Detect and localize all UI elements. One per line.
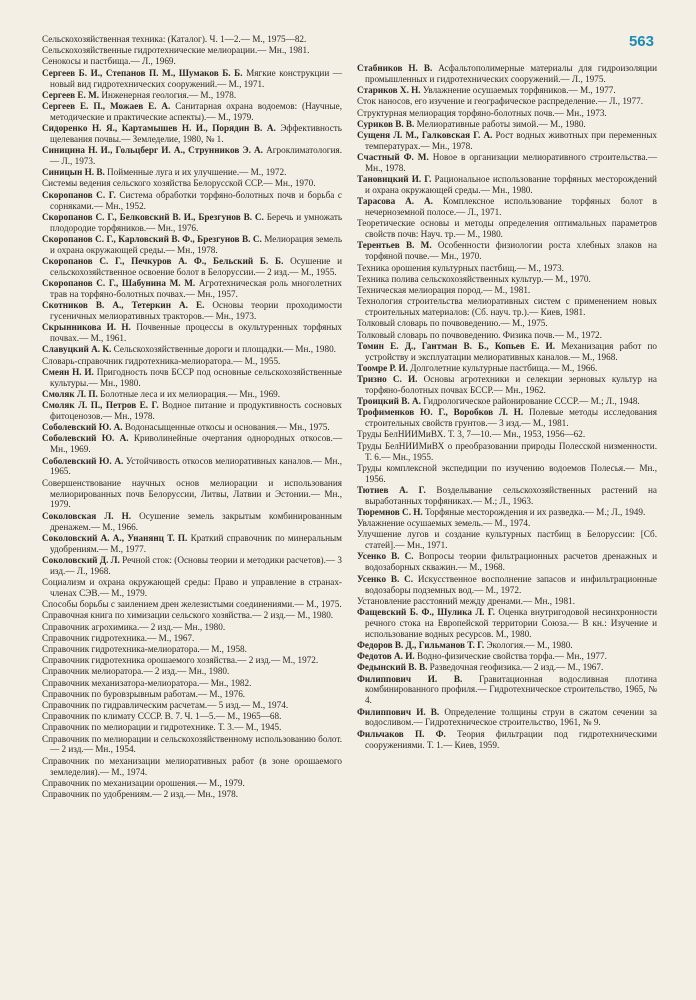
entry-author: Суриков В. В. xyxy=(357,118,415,129)
bibliography-entry xyxy=(42,234,342,256)
bibliography-entry xyxy=(42,456,342,478)
entry-text: Структурная мелиорация торфяно-болотных почв.— Мн., 1973. xyxy=(357,107,607,118)
bibliography-entry xyxy=(357,518,657,529)
bibliography-entry xyxy=(42,778,342,789)
entry-author: Синицын Н. В. xyxy=(42,167,105,178)
entry-text: Торфяные месторождения и их разведка.— М.; Л., 1949. xyxy=(425,506,646,517)
entry-text: Справочник по механизации мелиоративных работ (в зоне орошаемого земледелия).— М., 1974. xyxy=(42,755,342,777)
right-column xyxy=(357,63,657,751)
left-column xyxy=(42,34,342,800)
entry-author: Тютиев А. Г. xyxy=(357,484,426,495)
bibliography-entry xyxy=(42,533,342,555)
entry-text: Устойчивость откосов мелиоративных каналов.— Мн., 1965. xyxy=(50,455,342,477)
entry-text: Труды БелНИИМиВХ о преобразовании природы Полесской низменности. Т. 6.— Мн., 1955. xyxy=(357,440,657,462)
entry-author: Троицкий В. А. xyxy=(357,396,421,407)
bibliography-entry xyxy=(42,700,342,711)
entry-author: Фащевский Б. Ф., Шулика Л. Г. xyxy=(357,606,495,617)
bibliography-entry xyxy=(357,108,657,119)
bibliography-entry xyxy=(42,478,342,511)
bibliography-entry xyxy=(42,123,342,145)
entry-text: Способы борьбы с заилением дрен железистыми соединениями.— М., 1975. xyxy=(42,599,342,610)
entry-text: Долголетние культурные пастбища.— М., 1966. xyxy=(410,362,598,373)
entry-author: Скоропанов С. Г. xyxy=(42,189,116,200)
bibliography-entry xyxy=(42,344,342,355)
entry-author: Федотов А. И. xyxy=(357,651,415,662)
entry-text: Гидрологическое районирование СССР.— М.; Л., 1948. xyxy=(423,396,640,407)
bibliography-entry xyxy=(42,689,342,700)
bibliography-entry xyxy=(42,511,342,533)
entry-author: Счастный Ф. М. xyxy=(357,152,429,163)
entry-text: Асфальтополимерные материалы для гидроизоляции промышленных и гидротехнических сооружений.— Л., 1975. xyxy=(365,63,658,84)
entry-text: Технология строительства мелиоративных систем с применением новых строительных материалов: (Сб. науч. тр.).— Киев, 1981. xyxy=(357,296,657,318)
entry-text: Увлажнение осушаемых торфяников.— М., 1977. xyxy=(422,85,616,96)
bibliography-entry xyxy=(42,655,342,666)
entry-text: Система обработки торфяно-болотных почв и борьба с сорняками.— Мн., 1952. xyxy=(50,189,343,211)
entry-text: Речной сток: (Основы теории и методики расчетов).— 3 изд.— Л., 1968. xyxy=(50,554,343,576)
entry-text: Труды комплексной экспедиции по изучению водоемов Полесья.— Мн., 1956. xyxy=(357,462,657,484)
bibliography-entry xyxy=(42,422,342,433)
bibliography-entry xyxy=(42,577,342,599)
bibliography-entry xyxy=(357,318,657,329)
bibliography-entry xyxy=(357,274,657,285)
entry-text: Сенокосы и пастбища.— Л., 1969. xyxy=(42,56,176,67)
entry-text: Водонасыщенные откосы и основания.— Мн., 1975. xyxy=(124,422,330,433)
bibliography-entry xyxy=(42,622,342,633)
entry-text: Комплексное использование торфяных болот в нечерноземной полосе.— Л., 1971. xyxy=(365,196,657,218)
entry-text: Техническая мелиорация пород.— М., 1981. xyxy=(357,284,531,295)
entry-text: Справочник гидротехника орошаемого хозяйства.— 2 изд.— М., 1972. xyxy=(42,655,319,666)
bibliography-entry xyxy=(357,85,657,96)
entry-author: Усенко В. С. xyxy=(357,573,414,584)
entry-text: Техника орошения культурных пастбищ.— М., 1973. xyxy=(357,262,564,273)
entry-text: Справочник гидротехника-мелиоратора.— М., 1958. xyxy=(42,643,247,654)
bibliography-entry xyxy=(42,145,342,167)
entry-text: Улучшение лугов и создание культурных пастбищ в Белоруссии: [Сб. статей].— Мн., 1971. xyxy=(357,529,657,551)
bibliography-entry xyxy=(357,396,657,407)
entry-author: Соколовский Д. Л. xyxy=(42,554,120,565)
entry-author: Тоомре Р. И. xyxy=(357,362,408,373)
entry-text: Искусственное восполнение запасов и инфильтрационные водозаборы подземных вод.— М., 1972. xyxy=(365,573,658,595)
entry-author: Смоляк Л. П., Петров Е. Г. xyxy=(42,400,159,411)
entry-text: Оценка внутригодовой несинхронности речного стока на Европейской территории Союза.— В кн.: Изучение и использование водных ресурсов. М., 1980. xyxy=(365,606,658,639)
bibliography-entry xyxy=(357,196,657,218)
bibliography-entry xyxy=(357,607,657,640)
entry-author: Соболевский Ю. А. xyxy=(42,455,124,466)
entry-text: Криволинейные очертания однородных откосов.— Мн., 1969. xyxy=(50,433,343,455)
bibliography-entry xyxy=(42,756,342,778)
bibliography-entry xyxy=(357,529,657,551)
entry-author: Скрынникова И. Н. xyxy=(42,322,131,333)
bibliography-entry xyxy=(42,300,342,322)
entry-text: Полевые методы исследования строительных свойств грунтов.— 3 изд.— М., 1981. xyxy=(365,407,658,429)
entry-text: Справочник гидротехника.— М., 1967. xyxy=(42,632,195,643)
entry-author: Трофименков Ю. Г., Воробков Л. Н. xyxy=(357,407,524,418)
bibliography-entry xyxy=(42,68,342,90)
entry-author: Соколовская Л. Н. xyxy=(42,510,132,521)
entry-text: Сельскохозяйственная техника: (Каталог). Ч. 1—2.— М., 1975—82. xyxy=(42,34,307,44)
entry-text: Эффективность щелевания почвы.— Земледелие, 1980, № 1. xyxy=(50,123,342,144)
bibliography-entry xyxy=(357,640,657,651)
entry-author: Тризно С. И. xyxy=(357,374,418,385)
entry-text: Увлажнение осушаемых земель.— М., 1974. xyxy=(357,518,531,529)
bibliography-entry xyxy=(42,400,342,422)
entry-author: Усенко В. С. xyxy=(357,551,414,562)
entry-author: Сидоренко Н. Я., Картамышев Н. И., Порядин В. А. xyxy=(42,123,276,134)
entry-text: Осушение и сельскохозяйственное освоение болот в Белоруссии.— 2 изд.— М., 1955. xyxy=(50,255,342,277)
bibliography-entry xyxy=(357,507,657,518)
entry-author: Славуцкий А. К. xyxy=(42,344,112,355)
entry-text: Справочник по мелиорации и гидротехнике. Т. 3.— М., 1945. xyxy=(42,722,282,733)
entry-text: Беречь и умножать плодородие торфяников.— Мн., 1976. xyxy=(50,211,343,233)
entry-author: Скотников В. А., Тетеркин А. Е. xyxy=(42,300,205,311)
bibliography-entry xyxy=(42,45,342,56)
entry-text: Осушение земель закрытым комбинированным дренажем.— М., 1966. xyxy=(50,510,342,532)
entry-author: Смеян Н. И. xyxy=(42,366,94,377)
entry-text: Рациональное использование торфяных месторождений и охрана окружающей среды.— Мн., 1980. xyxy=(365,174,657,196)
bibliography-entry xyxy=(357,429,657,440)
bibliography-entry xyxy=(357,407,657,429)
entry-text: Гравитационная водосливная плотина комбинированного профиля.— Гидротехническое строительство, 1965, № 4. xyxy=(365,673,658,706)
entry-author: Сергеев Б. И., Степанов П. М., Шумаков Б. Б. xyxy=(42,67,243,78)
entry-text: Агроклиматология.— Л., 1973. xyxy=(50,145,343,167)
bibliography-entry xyxy=(357,363,657,374)
entry-author: Соболевский Ю. А. xyxy=(42,433,129,444)
bibliography-entry xyxy=(42,367,342,389)
bibliography-entry xyxy=(42,167,342,178)
entry-author: Филиппович И. В. xyxy=(357,673,463,684)
entry-text: Мягкие конструкции — новый вид гидротехнических сооружений.— М., 1971. xyxy=(50,67,342,89)
entry-text: Справочник по климату СССР. В. 7. Ч. 1—5.— М., 1965—68. xyxy=(42,711,282,722)
entry-text: Водное питание и продуктивность сосновых фитоценозов.— Мн., 1978. xyxy=(50,400,342,422)
entry-text: Установление расстояний между дренами.— Мн., 1981. xyxy=(357,595,575,606)
entry-author: Сергеев Е. М. xyxy=(42,89,100,100)
bibliography-entry xyxy=(42,734,342,756)
entry-text: Сельскохозяйственные гидротехнические мелиорации.— Мн., 1981. xyxy=(42,45,310,56)
entry-author: Стабников Н. В. xyxy=(357,63,433,73)
entry-author: Соколовский А. А., Унанянц Т. П. xyxy=(42,532,188,543)
entry-text: Новое в организации мелиоративного строительства.— Мн., 1978. xyxy=(365,152,658,173)
bibliography-entry xyxy=(357,174,657,196)
entry-text: Справочник мелиоратора.— 2 изд.— Мн., 1980. xyxy=(42,666,230,677)
bibliography-entry xyxy=(42,633,342,644)
entry-text: Справочник по удобрениям.— 2 изд.— Мн., 1978. xyxy=(42,788,239,799)
entry-author: Соболевский Ю. А. xyxy=(42,422,123,433)
bibliography-entry xyxy=(357,263,657,274)
bibliography-entry xyxy=(357,651,657,662)
bibliography-entry xyxy=(357,596,657,607)
entry-text: Пойменные луга и их улучшение.— М., 1972. xyxy=(107,167,287,178)
bibliography-entry xyxy=(42,256,342,278)
entry-author: Федынский В. В. xyxy=(357,662,428,673)
entry-text: Мелиоративные работы зимой.— М., 1980. xyxy=(416,118,586,129)
entry-text: Агротехническая роль многолетних трав на торфяно-болотных почвах.— Мн., 1957. xyxy=(50,278,342,299)
entry-text: Особенности физиологии роста хлебных злаков на торфяной почве.— Мн., 1970. xyxy=(365,240,657,262)
entry-text: Краткий справочник по минеральным удобрениям.— М., 1977. xyxy=(50,532,342,554)
entry-text: Мелиорация земель и охрана окружающей среды.— Мн., 1978. xyxy=(50,233,343,255)
bibliography-entry xyxy=(357,218,657,240)
entry-author: Скоропанов С. Г., Карловский В. Ф., Брезгунов В. С. xyxy=(42,233,262,244)
entry-author: Терентьев В. М. xyxy=(357,240,432,251)
entry-author: Тановицкий И. Г. xyxy=(357,174,432,185)
bibliography-entry xyxy=(42,278,342,300)
entry-text: Пригодность почв БССР под основные сельскохозяйственные культуры.— Мн., 1980. xyxy=(50,366,342,388)
entry-text: Возделывание сельскохозяйственных растений на выработанных торфяниках.— М.; Л., 1963. xyxy=(365,484,658,506)
entry-text: Теоретические основы и методы определения оптимальных параметров свойств почв: Науч. тр.— М., 1980. xyxy=(357,218,657,240)
entry-text: Справочник по механизации орошения.— М., 1979. xyxy=(42,777,245,788)
bibliography-entry xyxy=(357,485,657,507)
entry-author: Стариков Х. Н. xyxy=(357,85,421,96)
bibliography-entry xyxy=(357,674,657,707)
entry-author: Смоляк Л. П. xyxy=(42,388,98,399)
entry-author: Скоропанов С. Г., Белковский В. И., Брезгунов В. С. xyxy=(42,211,264,222)
bibliography-entry xyxy=(42,599,342,610)
entry-text: Болотные леса и их мелиорация.— Мн., 1969. xyxy=(100,388,281,399)
bibliography-entry xyxy=(357,729,657,751)
entry-text: Водно-физические свойства торфа.— Мн., 1977. xyxy=(416,651,607,662)
bibliography-entry xyxy=(357,441,657,463)
page-number: 563 xyxy=(628,33,654,50)
entry-author: Фильчаков П. Ф. xyxy=(357,728,446,739)
entry-text: Санитарная охрана водоемов: (Научные, методические и практические аспекты).— М., 1979. xyxy=(50,100,343,122)
bibliography-entry xyxy=(357,551,657,573)
bibliography-entry xyxy=(357,130,657,152)
entry-text: Справочник по мелиорации и сельскохозяйственному использованию болот.— 2 изд.— Мн., 1954. xyxy=(42,733,342,755)
entry-author: Синицина Н. И., Гольцберг И. А., Струнников Э. А. xyxy=(42,145,263,156)
bibliography-entry xyxy=(42,34,342,45)
bibliography-entry xyxy=(357,341,657,363)
bibliography-entry xyxy=(357,374,657,396)
bibliography-entry xyxy=(357,662,657,673)
entry-text: Вопросы теории фильтрационных расчетов дренажных и водозаборных скважин.— М., 1968. xyxy=(365,551,658,573)
entry-author: Скоропанов С. Г., Шабунина М. М. xyxy=(42,278,196,289)
entry-text: Определение толщины струи в сжатом сечении за водосливом.— Гидротехническое строительство, 1961, № 9. xyxy=(365,706,657,728)
bibliography-entry xyxy=(357,330,657,341)
bibliography-entry xyxy=(357,96,657,107)
entry-text: Совершенствование научных основ мелиорации и использования мелиорированных почв Белоруссии, Литвы, Латвии и Эстонии.— Мн., 1979. xyxy=(42,477,342,510)
bibliography-entry xyxy=(42,90,342,101)
entry-text: Сельскохозяйственные дороги и площадки.— Мн., 1980. xyxy=(113,344,336,355)
entry-text: Справочная книга по химизации сельского хозяйства.— 2 изд.— М., 1980. xyxy=(42,610,334,621)
entry-author: Филиппович И. В. xyxy=(357,706,440,717)
entry-author: Сущеня Л. М., Галковская Г. А. xyxy=(357,129,493,140)
bibliography-entry xyxy=(42,433,342,455)
entry-text: Основы теории проходимости гусеничных мелиоративных тракторов.— Мн., 1973. xyxy=(50,300,342,322)
entry-author: Сергеев Е. П., Можаев Е. А. xyxy=(42,100,171,111)
bibliography-entry xyxy=(42,644,342,655)
bibliography-entry xyxy=(42,610,342,621)
entry-text: Рост водных животных при переменных температурах.— Мн., 1978. xyxy=(365,129,657,151)
entry-author: Федоров В. Д., Гильманов Т. Г. xyxy=(357,639,485,650)
bibliography-entry xyxy=(42,212,342,234)
bibliography-entry xyxy=(357,119,657,130)
entry-text: Труды БелНИИМиВХ. Т. 3, 7—10.— Мн., 1953, 1956—62. xyxy=(357,429,586,440)
bibliography-entry xyxy=(357,707,657,729)
bibliography-entry xyxy=(42,789,342,800)
entry-author: Томин Е. Д., Гантман В. Б., Копьев Е. И. xyxy=(357,340,556,351)
bibliography-entry xyxy=(42,101,342,123)
bibliography-entry xyxy=(357,152,657,174)
bibliography-entry xyxy=(357,240,657,262)
entry-text: Системы ведения сельского хозяйства Белорусской ССР.— Мн., 1970. xyxy=(42,178,316,189)
entry-text: Толковый словарь по почвоведению. Физика почв.— М., 1972. xyxy=(357,329,602,340)
entry-author: Скоропанов С. Г., Печкуров А. Ф., Бельский Б. Б. xyxy=(42,255,284,266)
bibliography-entry xyxy=(42,190,342,212)
bibliography-entry xyxy=(42,678,342,689)
entry-text: Сток наносов, его изучение и географическое распределение.— Л., 1977. xyxy=(357,96,643,107)
bibliography-entry xyxy=(42,356,342,367)
entry-author: Тарасова А. А. xyxy=(357,196,433,207)
entry-author: Тюремнов С. Н. xyxy=(357,506,423,517)
bibliography-entry xyxy=(357,63,657,85)
bibliography-entry xyxy=(357,463,657,485)
bibliography-entry xyxy=(42,178,342,189)
entry-text: Почвенные процессы в окультуренных торфяных почвах.— М., 1961. xyxy=(50,322,342,344)
bibliography-entry xyxy=(42,555,342,577)
entry-text: Основы агротехники и селекции зерновых культур на торфяно-болотных почвах БССР.— Мн., 1962. xyxy=(365,374,657,395)
bibliography-entry xyxy=(42,711,342,722)
entry-text: Инженерная геология.— М., 1978. xyxy=(101,89,237,100)
entry-text: Словарь-справочник гидротехника-мелиоратора.— М., 1955. xyxy=(42,355,281,366)
bibliography-entry xyxy=(42,722,342,733)
bibliography-entry xyxy=(357,296,657,318)
bibliography-entry xyxy=(357,574,657,596)
entry-text: Социализм и охрана окружающей среды: Право и управление в странах-членах СЭВ.— М., 1979. xyxy=(42,577,342,598)
entry-text: Справочник по гидравлическим расчетам.— 5 изд.— М., 1974. xyxy=(42,699,289,710)
entry-text: Механизация работ по устройству и эксплуатации мелиоративных каналов.— М., 1968. xyxy=(365,340,657,362)
bibliography-entry xyxy=(42,322,342,344)
entry-text: Разведочная геофизика.— 2 изд.— М., 1967. xyxy=(429,662,604,673)
bibliography-entry xyxy=(42,666,342,677)
bibliography-entry xyxy=(42,56,342,67)
bibliography-entry xyxy=(357,285,657,296)
entry-text: Техника полива сельскохозяйственных культур.— М., 1970. xyxy=(357,273,591,284)
bibliography-entry xyxy=(42,389,342,400)
entry-text: Толковый словарь по почвоведению.— М., 1975. xyxy=(357,318,548,329)
entry-text: Справочник механизатора-мелиоратора.— Мн., 1982. xyxy=(42,677,252,688)
entry-text: Справочник по буровзрывным работам.— М., 1976. xyxy=(42,688,246,699)
entry-text: Справочник агрохимика.— 2 изд.— Мн., 1980. xyxy=(42,621,226,632)
entry-text: Теория фильтрации под гидротехническими сооружениями. Т. 1.— Киев, 1959. xyxy=(365,728,657,750)
entry-text: Экология.— М., 1980. xyxy=(486,639,573,650)
